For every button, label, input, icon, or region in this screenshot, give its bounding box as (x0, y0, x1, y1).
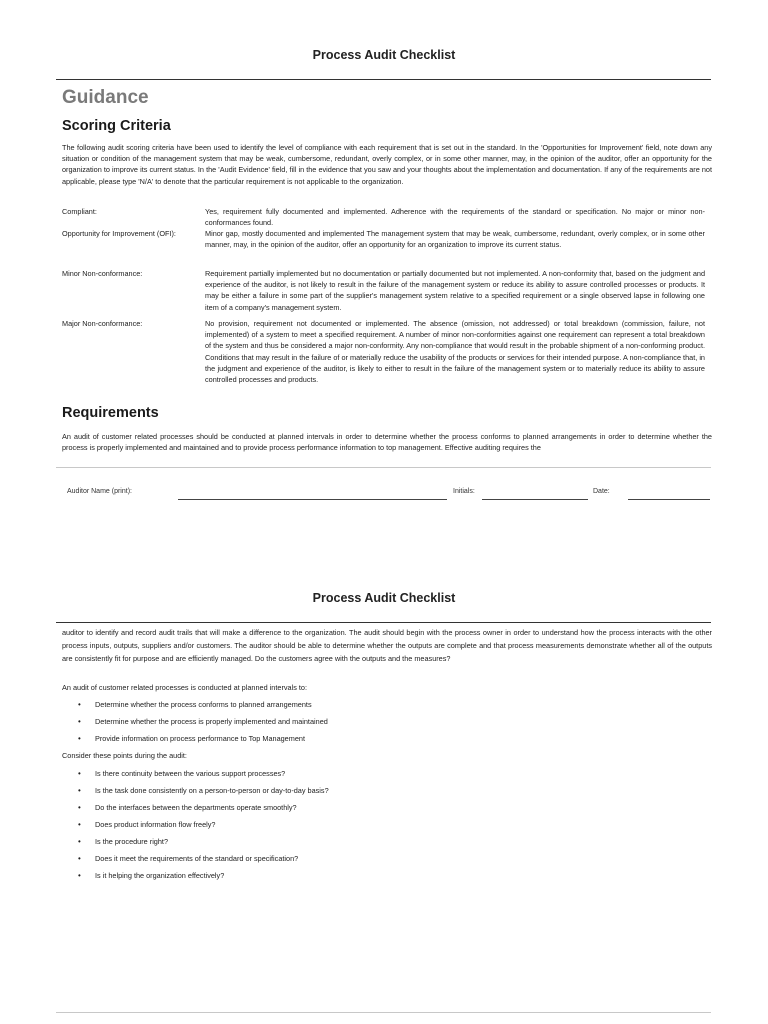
requirements-heading: Requirements (62, 405, 159, 421)
objectives-list (62, 699, 712, 750)
list-item-text: Does product information flow freely? (95, 820, 216, 829)
audit-points-list (62, 768, 712, 887)
header-divider (56, 79, 711, 80)
list-item: • Does it meet the requirements of the standard or specification? (78, 854, 299, 863)
list-item-text: Is the task done consistently on a person-to-person or day-to-day basis? (95, 786, 329, 795)
intro-text-1: An audit of customer related processes is conducted at planned intervals to: (62, 683, 307, 692)
criteria-label-compliant: Compliant: (62, 207, 97, 216)
criteria-label-major: Major Non-conformance: (62, 319, 143, 328)
criteria-text-ofi: Minor gap, mostly documented and implemented The management system that may be weak, cumbersome, redundant, overly complex, or in some other manner, may, in the opinion of the auditor, offer an opportunity for an organization to improve its current status. (205, 229, 705, 250)
scoring-paragraph: The following audit scoring criteria have been used to identify the level of compliance with each requirement that is set out in the standard. In the 'Opportunities for Improvement' field, note down any situation or condition of the management system that may be weak, cumbersome, redundant, overly complex, or in some other manner, may, in the opinion of the auditor, offer an opportunity for the organization to improve its current status. In the 'Audit Evidence' field, fill in the evidence that you saw and your thoughts about the implementation and documentation. If any of the requirements are not applicable, please type 'N/A' to denote that the particular requirement is not applicable to the organization. (62, 143, 712, 186)
criteria-text-major: No provision, requirement not documented or implemented. The absence (omission, not addressed) or total breakdown (commission, failure, not implemented) of a system to meet a specified requirement. A number of minor non-conformities against one requirement can represent a total breakdown of the system and thus be considered a major non-conformity. Any non-compliance that would result in the probable shipment of a non-conforming product. Conditions that may result in the failure of or materially reduce the usability of the products or services for their intended purpose. A non-compliance that, in the judgment and experience of the auditor, is likely to either to result in the failure of the management system or to materially reduce its ability to assure controlled processes and products. (205, 319, 705, 385)
list-item: • Does product information flow freely? (78, 820, 216, 829)
criteria-text-minor: Requirement partially implemented but no documentation or partially documented but not implemented. A non-conformity that, based on the judgment and experience of the auditor, is not likely to result in the failure of the management system or reduce its ability to assure controlled processes or products. It may be either a failure in some part of the supplier's management system relative to a specified requirement or a single observed lapse in following one item of a company's management system. (205, 269, 705, 312)
list-item-text: Do the interfaces between the departments operate smoothly? (95, 803, 297, 812)
list-item-text: Is there continuity between the various support processes? (95, 769, 286, 778)
criteria-label-minor: Minor Non-conformance: (62, 269, 143, 278)
list-item: • Do the interfaces between the departments operate smoothly? (78, 803, 297, 812)
list-item-text: Is it helping the organization effectively? (95, 871, 225, 880)
list-item-text: Is the procedure right? (95, 837, 169, 846)
requirements-paragraph: An audit of customer related processes should be conducted at planned intervals in order to determine whether the process conforms to planned arrangements in order to determine whether the process is properly implemented and maintained and to provide process performance information to top management. Effective auditing requires the (62, 432, 712, 453)
intro-text-2: Consider these points during the audit: (62, 751, 187, 760)
date-label: Date: (593, 488, 610, 495)
list-item: • Is the task done consistently on a person-to-person or day-to-day basis? (78, 786, 329, 795)
list-item: • Is there continuity between the various support processes? (78, 769, 286, 778)
list-item-text: Provide information on process performance to Top Management (95, 734, 305, 743)
criteria-label-ofi: Opportunity for Improvement (OFI): (62, 229, 176, 238)
list-item: • Is the procedure right? (78, 837, 169, 846)
continuation-paragraph: auditor to identify and record audit trails that will make a difference to the organization. The audit should begin with the process owner in order to understand how the process interacts with the other process inputs, outputs, suppliers and/or customers. The auditor should be able to determine whether the outputs are complete and that process measurements demonstrate whether all of the outputs are consistently fit for purpose and are efficiently managed. Do the customers agree with the outputs and the measures? (62, 628, 712, 664)
page-title: Process Audit Checklist (312, 48, 456, 62)
list-item-text: Determine whether the process is properly implemented and maintained (95, 717, 328, 726)
list-item-text: Does it meet the requirements of the standard or specification? (95, 854, 299, 863)
list-item: • Provide information on process performance to Top Management (78, 734, 305, 743)
list-item: • Determine whether the process is properly implemented and maintained (78, 717, 328, 726)
auditor-name-line[interactable] (178, 499, 447, 500)
initials-label: Initials: (453, 488, 475, 495)
auditor-name-label: Auditor Name (print): (67, 488, 132, 495)
initials-line[interactable] (482, 499, 588, 500)
footer-divider (56, 467, 711, 468)
bottom-divider (56, 1012, 711, 1013)
guidance-heading: Guidance (62, 87, 149, 108)
list-item-text: Determine whether the process conforms to planned arrangements (95, 700, 312, 709)
date-line[interactable] (628, 499, 710, 500)
list-item: • Determine whether the process conforms to planned arrangements (78, 700, 312, 709)
list-item: • Is it helping the organization effectively? (78, 871, 225, 880)
header-divider-2 (56, 622, 711, 623)
criteria-text-compliant: Yes, requirement fully documented and implemented. Adherence with the requirements of the standard or specification. No major or minor non-conformances found. (205, 207, 705, 228)
page-title-2: Process Audit Checklist (312, 591, 456, 605)
scoring-criteria-heading: Scoring Criteria (62, 118, 171, 134)
